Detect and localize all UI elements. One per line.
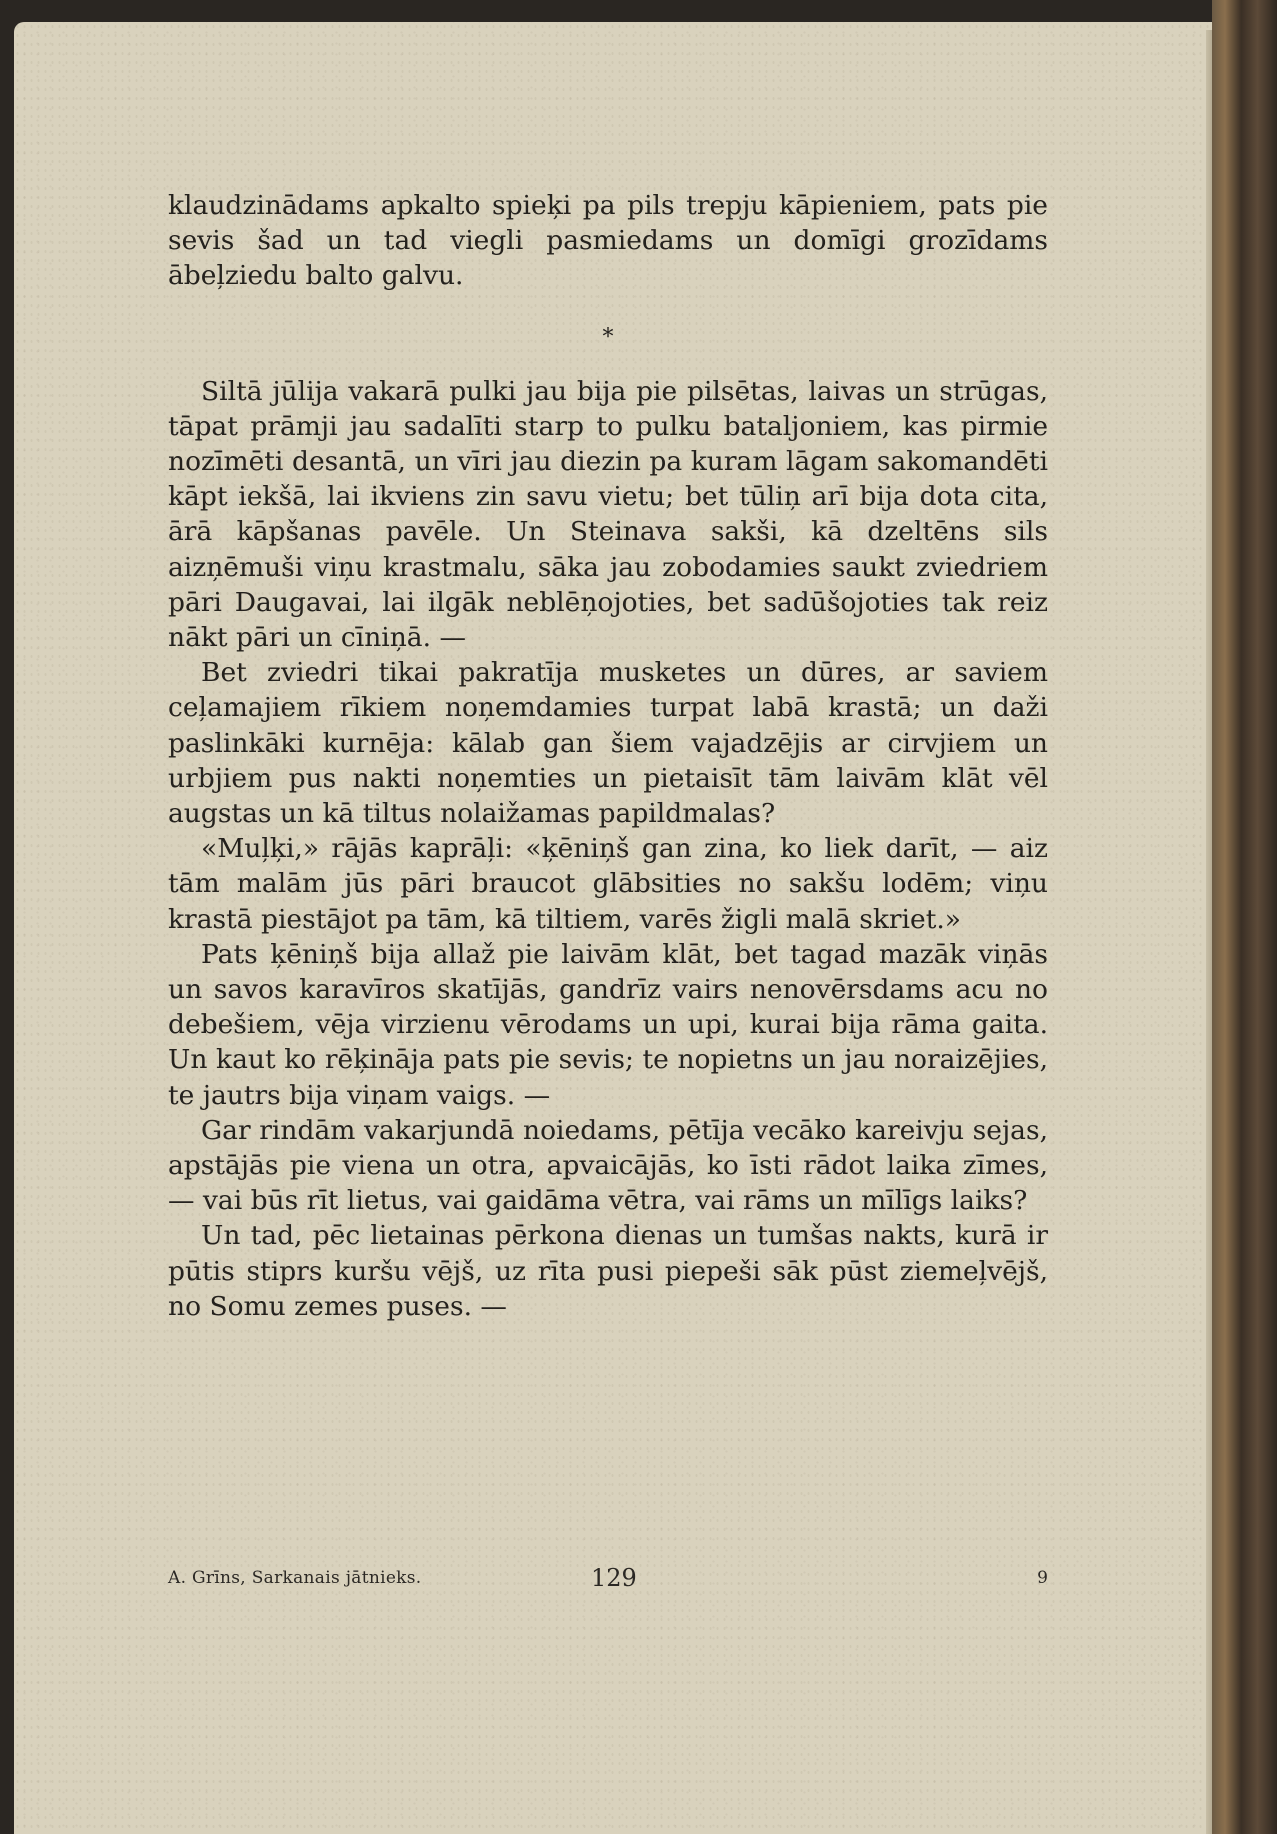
signature-mark: 9: [1037, 1568, 1048, 1588]
paragraph: Gar rindām vakarjundā noiedams, pētīja vecāko kareivju sejas, apstājās pie viena un otra, apvaicājās, ko īsti rādot laika zīmes, — vai būs rīt lietus, vai gaidāma vētra, vai rāms un mīlīgs laiks?: [168, 1114, 1048, 1217]
paragraph: «Muļķi,» rājās kaprāļi: «ķēniņš gan zina, ko liek darīt, — aiz tām malām jūs pāri braucot glābsities no sakšu lodēm; viņu krastā piestājot pa tām, kā tiltiem, varēs žigli malā skriet.»: [168, 833, 1048, 935]
paragraph: Un tad, pēc lietainas pērkona dienas un tumšas nakts, kurā ir pūtis stiprs kuršu vējš, uz rīta pusi piepeši sāk pūst ziemeļvējš, no Somu zemes puses. —: [168, 1220, 1048, 1322]
section-separator: *: [602, 324, 614, 350]
paragraph-continued: klaudzinādams apkalto spieķi pa pils trepju kāpieniem, pats pie sevis šad un tad viegli pasmiedams un domīgi grozīdams ābeļziedu balto galvu.: [168, 190, 1048, 292]
paragraph: Pats ķēniņš bija allaž pie laivām klāt, bet tagad mazāk viņās un savos karavīros skatījās, gandrīz vairs nenovērsdams acu no debešiem, vēja virzienu vērodams un upi, kurai bija rāma gaita. Un kaut ko rēķināja pats pie sevis; te nopietns un jau noraizējies, te jautrs bija viņam vaigs. —: [168, 938, 1048, 1111]
paragraph: Siltā jūlija vakarā pulki jau bija pie pilsētas, laivas un strūgas, tāpat prāmji jau sadalīti starp to pulku bataljoniem, kas pirmie nozīmēti desantā, un vīri jau diezin pa kuram lāgam sakomandēti kāpt iekšā, lai ikviens zin savu vietu; bet tūliņ arī bija dota cita, ārā kāpšanas pavēle. Un Steinava sakši, kā dzeltēns sils aizņēmuši viņu krastmalu, sāka jau zobodamies saukt zviedriem pāri Daugavai, lai ilgāk neblēņojoties, bet sadūšojoties tak reiz nākt pāri un cīniņā. —: [168, 375, 1048, 654]
book-binding: [1212, 0, 1277, 1834]
page-number: 129: [591, 1564, 637, 1592]
book-credit: A. Grīns, Sarkanais jātnieks.: [168, 1568, 422, 1588]
paragraph: Bet zviedri tikai pakratīja musketes un dūres, ar saviem ceļamajiem rīkiem noņemdamies turpat labā krastā; un daži paslinkāki kurnēja: kālab gan šiem vajadzējis ar cirvjiem un urbjiem pus nakti noņemties un pietaisīt tām laivām klāt vēl augstas un kā tiltus nolaižamas papildmalas?: [168, 657, 1048, 830]
page-footer: [168, 1564, 1048, 1596]
body-text: [168, 188, 1048, 1324]
